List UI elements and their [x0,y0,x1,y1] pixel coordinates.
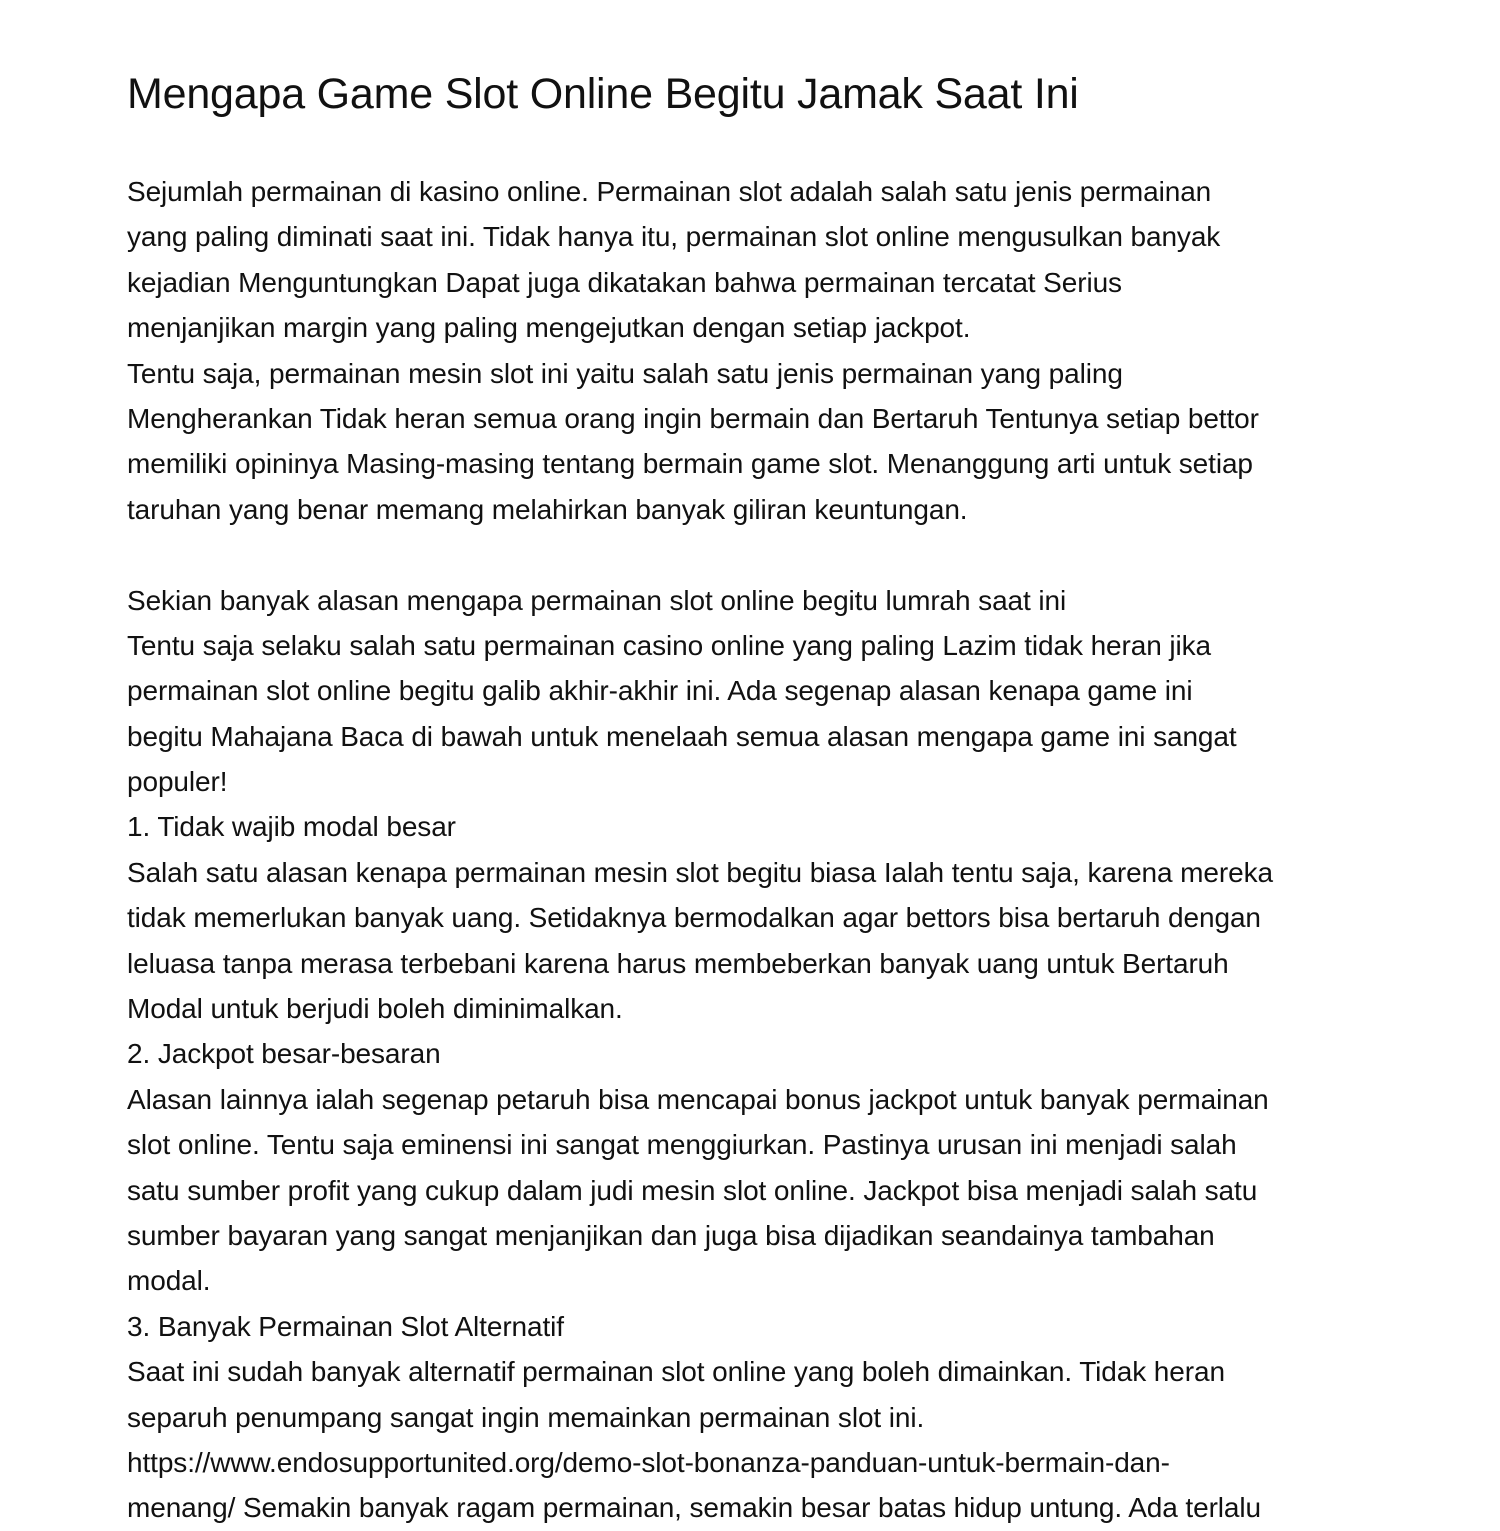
text-line: populer! [127,766,228,798]
text-line: Tentu saja selaku salah satu permainan casino online yang paling Lazim tidak heran jika [127,629,1211,661]
text-line: tidak memerlukan banyak uang. Setidaknya bermodalkan agar bettors bisa bertaruh dengan [127,902,1261,934]
text-line: permainan slot online begitu galib akhir-akhir ini. Ada segenap alasan kenapa game ini [127,675,1193,707]
text-line: kejadian Menguntungkan Dapat juga dikatakan bahwa permainan tercatat Serius [127,266,1122,298]
text-line: Alasan lainnya ialah segenap petaruh bisa mencapai bonus jackpot untuk banyak permainan [127,1083,1269,1115]
text-line: satu sumber profit yang cukup dalam judi mesin slot online. Jackpot bisa menjadi salah satu [127,1174,1258,1206]
text-line: sumber bayaran yang sangat menjanjikan dan juga bisa dijadikan seandainya tambahan [127,1219,1215,1251]
text-line: modal. [127,1265,211,1297]
text-line: yang paling diminati saat ini. Tidak hanya itu, permainan slot online mengusulkan banyak [127,221,1221,253]
text-line: slot online. Tentu saja eminensi ini sangat menggiurkan. Pastinya urusan ini menjadi salah [127,1129,1237,1161]
document-content [127,64,1387,1531]
text-line: Sejumlah permainan di kasino online. Permainan slot adalah salah satu jenis permainan [127,176,1212,207]
blank-line [127,532,1387,577]
text-line: menang/ Semakin banyak ragam permainan, semakin besar batas hidup untung. Ada terlalu [127,1492,1261,1524]
document-body [127,169,1387,1531]
text-line: Salah satu alasan kenapa permainan mesin slot begitu biasa Ialah tentu saja, karena mereka [127,856,1273,888]
text-line: https://www.endosupportunited.org/demo-slot-bonanza-panduan-untuk-bermain-dan- [127,1446,1170,1478]
text-line: Saat ini sudah banyak alternatif permainan slot online yang boleh dimainkan. Tidak heran [127,1356,1225,1388]
text-line: leluasa tanpa merasa terbebani karena harus membeberkan banyak uang untuk Bertaruh [127,947,1229,979]
text-line: Sekian banyak alasan mengapa permainan slot online begitu lumrah saat ini [127,584,1067,616]
text-line: separuh penumpang sangat ingin memainkan permainan slot ini. [127,1401,925,1433]
text-line: 3. Banyak Permainan Slot Alternatif [127,1310,564,1342]
text-line: begitu Mahajana Baca di bawah untuk menelaah semua alasan mengapa game ini sangat [127,720,1237,752]
text-line: 2. Jackpot besar-besaran [127,1038,441,1070]
text-line: Mengherankan Tidak heran semua orang ingin bermain dan Bertaruh Tentunya setiap bettor [127,402,1259,434]
text-line: taruhan yang benar memang melahirkan banyak giliran keuntungan. [127,493,968,525]
text-line: memiliki opininya Masing-masing tentang bermain game slot. Menanggung arti untuk setiap [127,448,1253,480]
text-line: menjanjikan margin yang paling mengejutkan dengan setiap jackpot. [127,312,971,344]
text-line: 1. Tidak wajib modal besar [127,811,456,843]
text-line: Modal untuk berjudi boleh diminimalkan. [127,993,623,1025]
document-title: Mengapa Game Slot Online Begitu Jamak Saat Ini [127,70,1079,118]
text-line: Tentu saja, permainan mesin slot ini yaitu salah satu jenis permainan yang paling [127,357,1123,389]
